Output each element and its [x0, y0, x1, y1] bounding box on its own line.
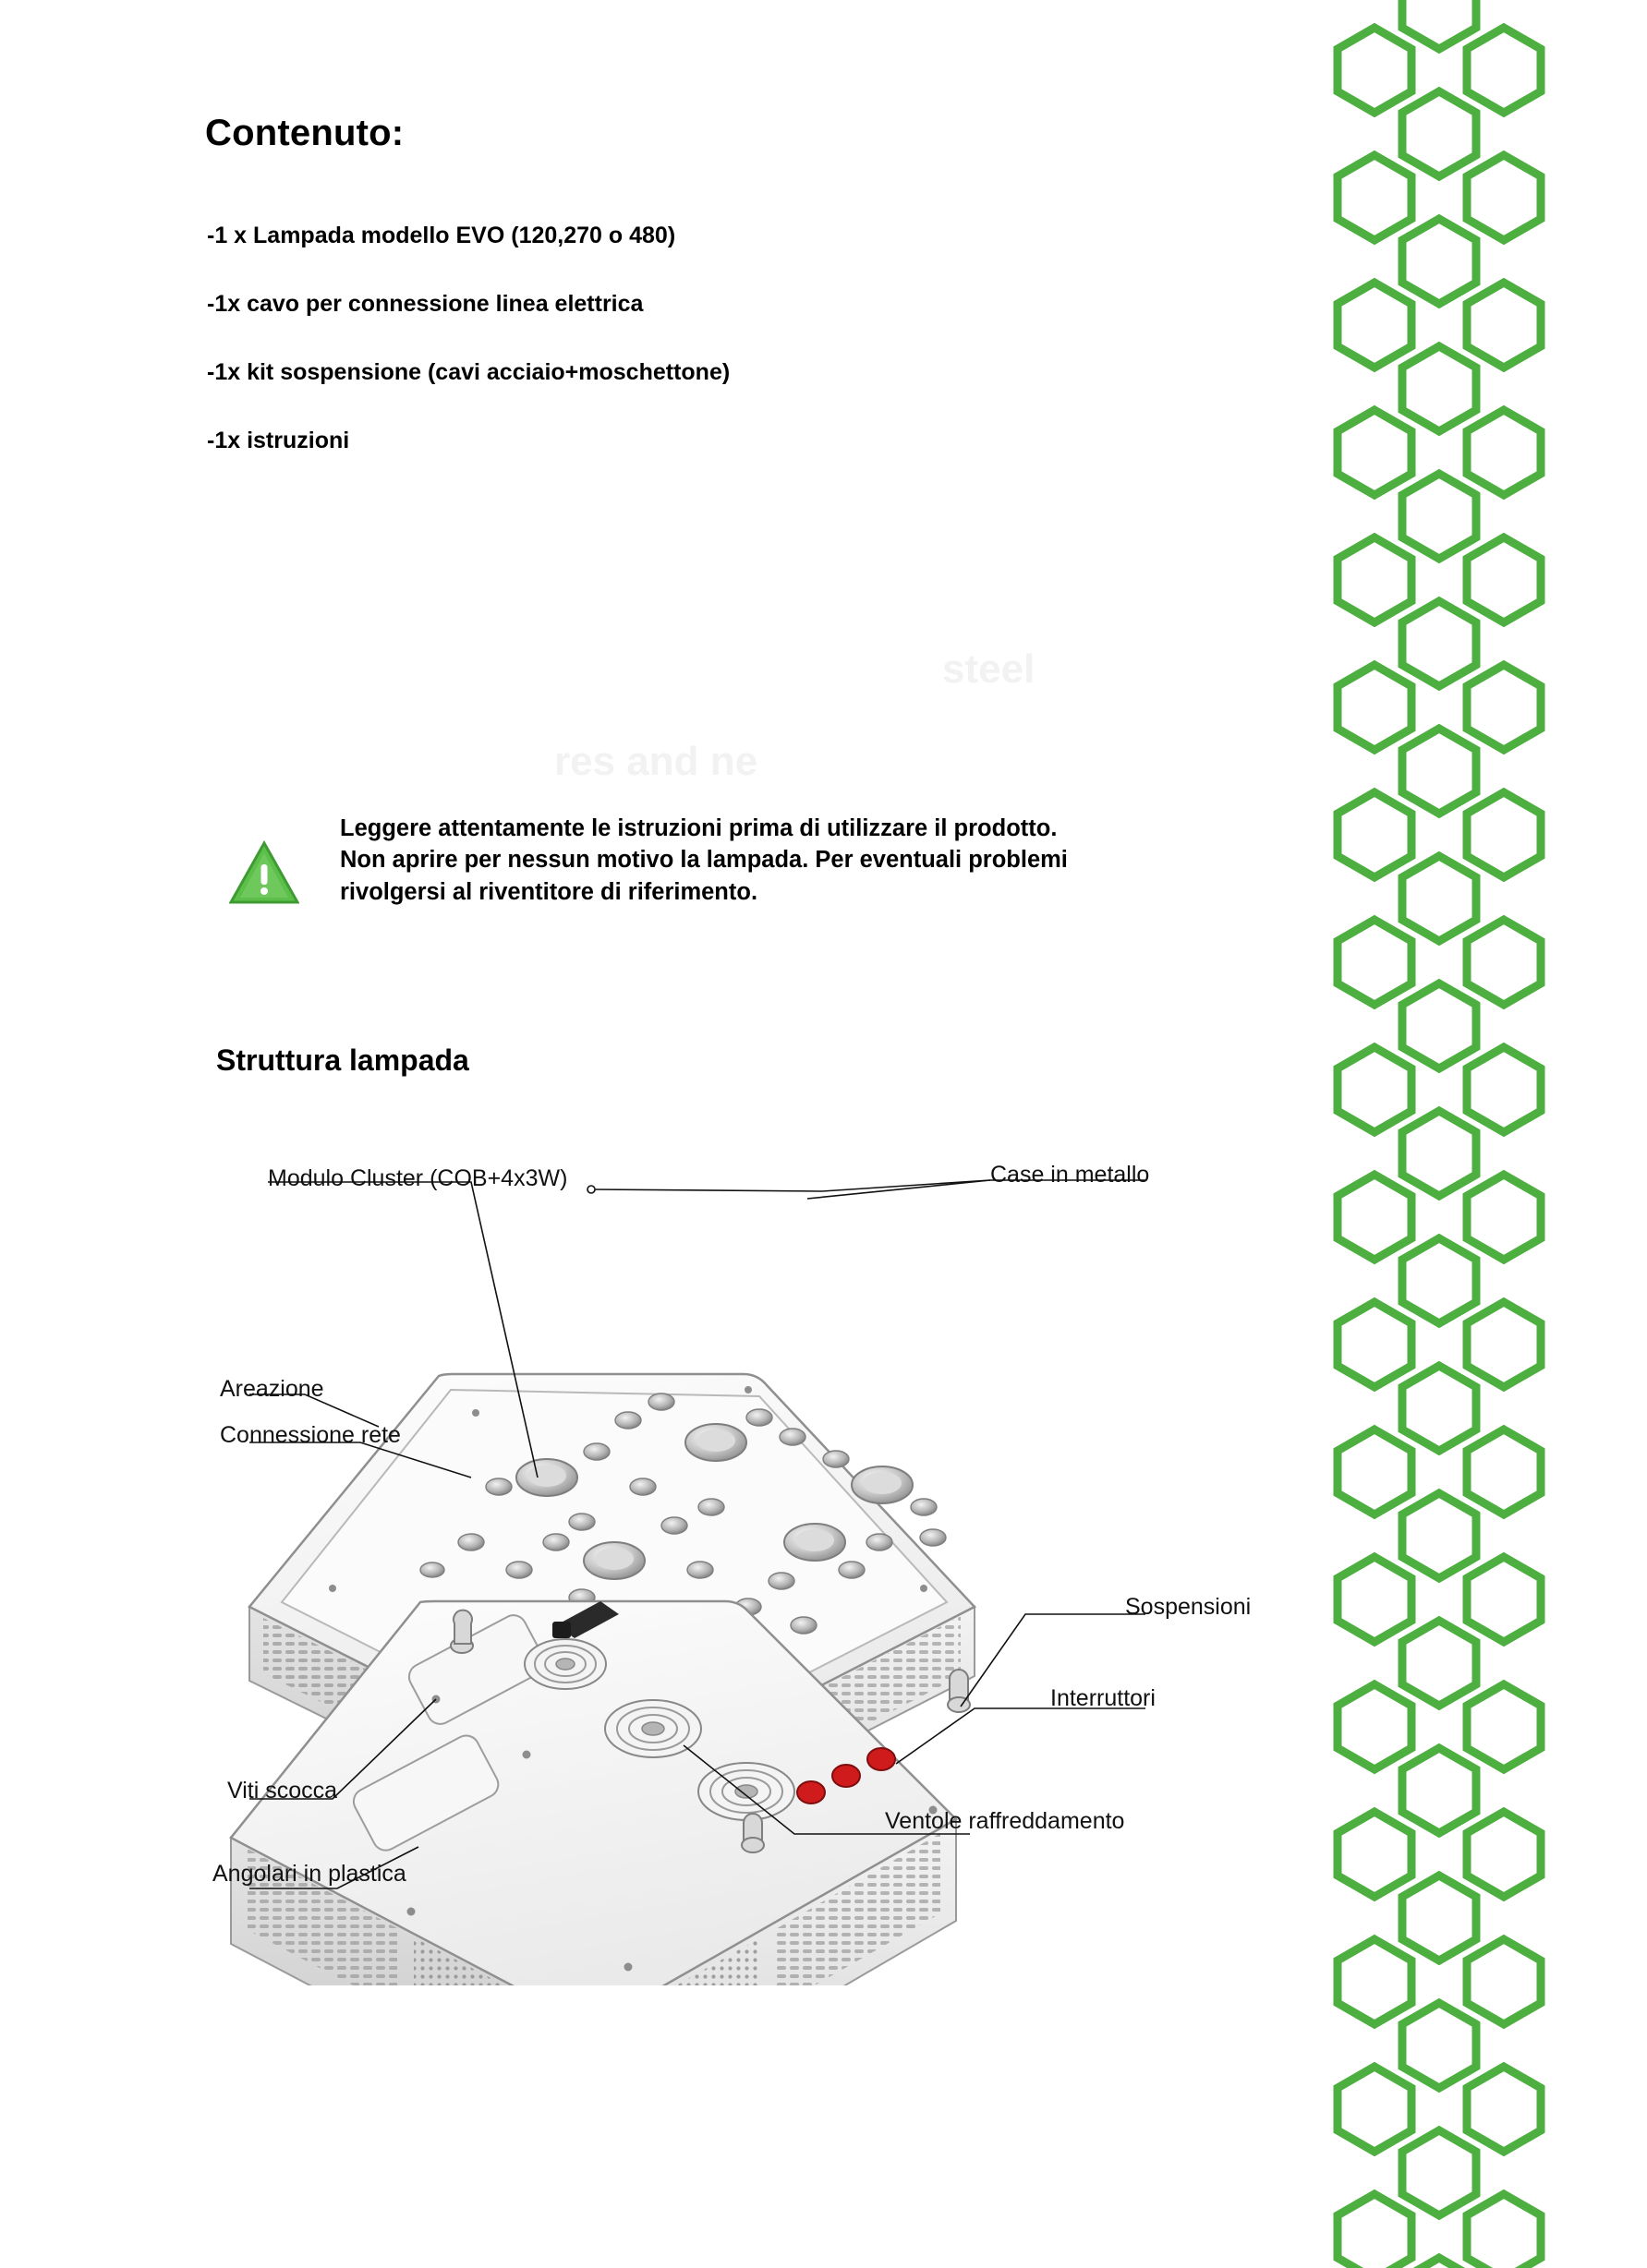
list-item: -1x kit sospensione (cavi acciaio+moschettone): [207, 359, 731, 385]
diagram-label-interruttori: Interruttori: [1050, 1685, 1156, 1711]
content-list: [207, 222, 1223, 495]
cooling-fan: [525, 1639, 606, 1689]
diagram-label-modulo: Modulo Cluster (COB+4x3W): [268, 1165, 568, 1191]
cooling-fan: [698, 1763, 794, 1820]
list-item: -1 x Lampada modello EVO (120,270 o 480): [207, 223, 676, 248]
honeycomb-pattern-strip: [1321, 0, 1598, 2268]
diagram-label-angolari: Angolari in plastica: [212, 1861, 406, 1887]
ghost-text-line1: steel: [942, 646, 1035, 692]
lamp-structure-diagram: [194, 1108, 1330, 1985]
ghost-text-line2: res and ne: [554, 739, 758, 784]
diagram-label-case: Case in metallo: [990, 1162, 1150, 1188]
warning-line-3: rivolgersi al riventitore di riferimento.: [340, 878, 758, 905]
diagram-label-viti: Viti scocca: [227, 1778, 338, 1804]
warning-line-1: Leggere attentamente le istruzioni prima di utilizzare il prodotto.: [340, 815, 1058, 841]
list-item: -1x istruzioni: [207, 428, 350, 453]
warning-text: [340, 813, 1338, 908]
diagram-label-sospensioni: Sospensioni: [1125, 1594, 1252, 1620]
section-title-struttura: Struttura lampada: [216, 1044, 469, 1077]
page-title-contenuto: Contenuto:: [205, 113, 405, 153]
diagram-label-ventole: Ventole raffreddamento: [885, 1808, 1125, 1834]
warning-triangle-icon: [229, 840, 299, 905]
list-item: -1x cavo per connessione linea elettrica: [207, 291, 644, 317]
warning-line-2: Non aprire per nessun motivo la lampada. Per eventuali problemi: [340, 847, 1068, 874]
diagram-label-areazione: Areazione: [220, 1376, 324, 1402]
diagram-label-connessione: Connessione rete: [220, 1422, 401, 1448]
